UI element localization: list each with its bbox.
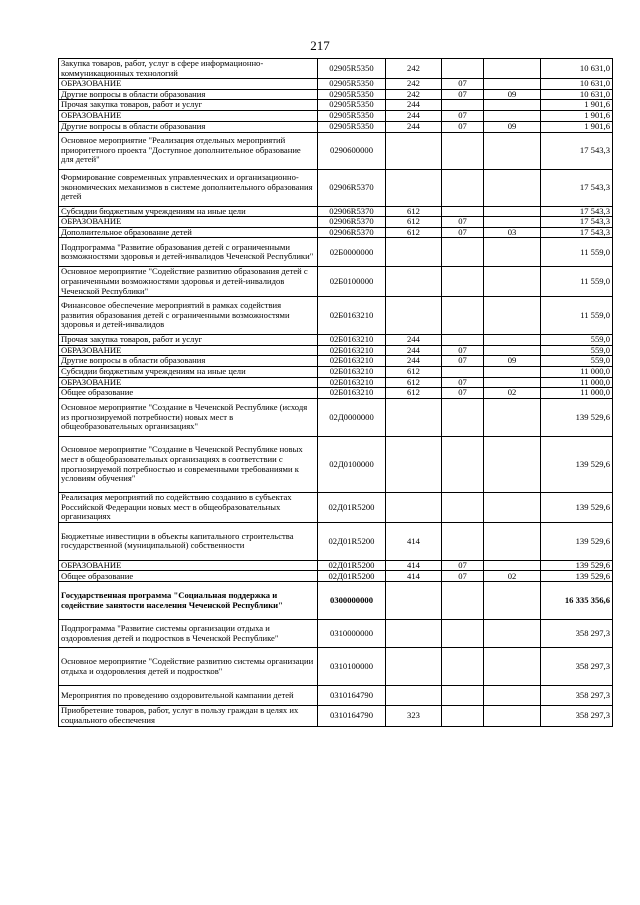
- table-row: [59, 366, 613, 377]
- row-code-cell: 02Д01R5200: [318, 560, 386, 571]
- table-row: [59, 335, 613, 346]
- row-name-cell: Приобретение товаров, работ, услуг в пользу граждан в целях их социального обеспечения: [59, 706, 318, 726]
- row-amount-cell: 11 559,0: [541, 238, 613, 267]
- row-code-cell: 02905R5350: [318, 110, 386, 121]
- row-amount-cell: 358 297,3: [541, 648, 613, 686]
- row-section-cell: 07: [442, 110, 484, 121]
- row-code-cell: 0300000000: [318, 582, 386, 620]
- row-code-cell: 0310000000: [318, 620, 386, 648]
- table-row: [59, 706, 613, 726]
- row-subsection-cell: [484, 686, 541, 706]
- row-subsection-cell: [484, 132, 541, 169]
- row-amount-cell: 17 543,3: [541, 227, 613, 238]
- row-section-cell: [442, 238, 484, 267]
- row-expense-type-cell: 244: [386, 356, 442, 367]
- row-name-cell: Государственная программа "Социальная поддержка и содействие занятости населения Чеченской Республики": [59, 582, 318, 620]
- row-section-cell: 07: [442, 121, 484, 132]
- row-amount-cell: 11 000,0: [541, 388, 613, 399]
- table-row: [59, 560, 613, 571]
- table-row: [59, 356, 613, 367]
- row-amount-cell: 358 297,3: [541, 686, 613, 706]
- row-code-cell: 02Д01R5200: [318, 522, 386, 560]
- row-subsection-cell: 03: [484, 227, 541, 238]
- row-section-cell: [442, 335, 484, 346]
- page-number: 217: [310, 38, 330, 53]
- row-expense-type-cell: [386, 169, 442, 206]
- row-subsection-cell: [484, 582, 541, 620]
- table-row: [59, 686, 613, 706]
- row-expense-type-cell: [386, 648, 442, 686]
- row-name-cell: ОБРАЗОВАНИЕ: [59, 217, 318, 228]
- row-subsection-cell: [484, 59, 541, 79]
- row-section-cell: 07: [442, 377, 484, 388]
- table-row: [59, 132, 613, 169]
- row-subsection-cell: [484, 238, 541, 267]
- row-name-cell: ОБРАЗОВАНИЕ: [59, 79, 318, 90]
- table-row: [59, 582, 613, 620]
- row-code-cell: 02905R5350: [318, 79, 386, 90]
- row-subsection-cell: [484, 335, 541, 346]
- row-expense-type-cell: 612: [386, 366, 442, 377]
- row-name-cell: Подпрограмма "Развитие образования детей с ограниченными возможностями здоровья и детей-инвалидов Чеченской Республики": [59, 238, 318, 267]
- row-expense-type-cell: 323: [386, 706, 442, 726]
- row-section-cell: [442, 100, 484, 111]
- row-code-cell: 02Б0163210: [318, 356, 386, 367]
- row-expense-type-cell: 612: [386, 388, 442, 399]
- row-section-cell: [442, 132, 484, 169]
- table-row: [59, 217, 613, 228]
- row-amount-cell: 559,0: [541, 345, 613, 356]
- row-name-cell: Дополнительное образование детей: [59, 227, 318, 238]
- row-expense-type-cell: 244: [386, 100, 442, 111]
- row-amount-cell: 17 543,3: [541, 217, 613, 228]
- row-name-cell: Основное мероприятие "Создание в Чеченской Республике новых мест в общеобразовательных организациях в соответствии с прогнозируемой потребностью и современными требованиями к условиям обучения": [59, 437, 318, 493]
- budget-table-body: [59, 59, 613, 727]
- row-expense-type-cell: 242: [386, 89, 442, 100]
- row-amount-cell: 139 529,6: [541, 560, 613, 571]
- row-code-cell: 02Д01R5200: [318, 571, 386, 582]
- row-amount-cell: 17 543,3: [541, 132, 613, 169]
- row-section-cell: 07: [442, 388, 484, 399]
- row-section-cell: 07: [442, 217, 484, 228]
- row-subsection-cell: 02: [484, 388, 541, 399]
- row-expense-type-cell: [386, 620, 442, 648]
- row-subsection-cell: [484, 217, 541, 228]
- row-code-cell: 0310164790: [318, 686, 386, 706]
- budget-table: [58, 58, 613, 727]
- row-section-cell: [442, 297, 484, 335]
- row-name-cell: ОБРАЗОВАНИЕ: [59, 560, 318, 571]
- row-code-cell: 02Б0163210: [318, 345, 386, 356]
- table-row: [59, 377, 613, 388]
- row-subsection-cell: [484, 522, 541, 560]
- row-section-cell: 07: [442, 356, 484, 367]
- row-section-cell: [442, 648, 484, 686]
- row-amount-cell: 559,0: [541, 356, 613, 367]
- row-code-cell: 0310164790: [318, 706, 386, 726]
- row-code-cell: 02905R5350: [318, 59, 386, 79]
- row-expense-type-cell: [386, 238, 442, 267]
- row-name-cell: Субсидии бюджетным учреждениям на иные цели: [59, 206, 318, 217]
- row-name-cell: Основное мероприятие "Содействие развитию системы организации отдыха и оздоровления детей и подростков": [59, 648, 318, 686]
- table-row: [59, 59, 613, 79]
- row-section-cell: [442, 706, 484, 726]
- row-code-cell: 02906R5370: [318, 169, 386, 206]
- row-name-cell: Закупка товаров, работ, услуг в сфере информационно-коммуникационных технологий: [59, 59, 318, 79]
- row-subsection-cell: [484, 706, 541, 726]
- row-subsection-cell: [484, 377, 541, 388]
- row-section-cell: [442, 206, 484, 217]
- row-amount-cell: 11 559,0: [541, 267, 613, 297]
- row-section-cell: 07: [442, 345, 484, 356]
- row-name-cell: ОБРАЗОВАНИЕ: [59, 377, 318, 388]
- row-name-cell: Другие вопросы в области образования: [59, 89, 318, 100]
- row-code-cell: 02Б0163210: [318, 297, 386, 335]
- row-name-cell: Реализация мероприятий по содействию созданию в субъектах Российской Федерации новых мест в общеобразовательных организациях: [59, 493, 318, 523]
- row-name-cell: Основное мероприятие "Реализация отдельных мероприятий приоритетного проекта "Доступное дополнительное образование для детей": [59, 132, 318, 169]
- table-row: [59, 169, 613, 206]
- row-amount-cell: 11 000,0: [541, 366, 613, 377]
- row-subsection-cell: [484, 620, 541, 648]
- row-expense-type-cell: [386, 686, 442, 706]
- row-section-cell: [442, 582, 484, 620]
- row-name-cell: Прочая закупка товаров, работ и услуг: [59, 100, 318, 111]
- row-name-cell: Основное мероприятие "Создание в Чеченской Республике (исходя из прогнозируемой потребности) новых мест в общеобразовательных организациях": [59, 399, 318, 437]
- row-subsection-cell: [484, 399, 541, 437]
- row-expense-type-cell: 242: [386, 79, 442, 90]
- row-code-cell: 02906R5370: [318, 217, 386, 228]
- row-expense-type-cell: 414: [386, 560, 442, 571]
- row-subsection-cell: 09: [484, 89, 541, 100]
- row-amount-cell: 11 559,0: [541, 297, 613, 335]
- row-amount-cell: 1 901,6: [541, 110, 613, 121]
- row-amount-cell: 10 631,0: [541, 89, 613, 100]
- row-amount-cell: 1 901,6: [541, 121, 613, 132]
- row-subsection-cell: [484, 79, 541, 90]
- row-section-cell: 07: [442, 560, 484, 571]
- row-name-cell: Финансовое обеспечение мероприятий в рамках содействия развития образования детей с ограниченными возможностями здоровья и детей-инвалидов: [59, 297, 318, 335]
- row-code-cell: 02Д0100000: [318, 437, 386, 493]
- row-amount-cell: 139 529,6: [541, 522, 613, 560]
- row-code-cell: 02906R5370: [318, 206, 386, 217]
- row-subsection-cell: [484, 560, 541, 571]
- row-code-cell: 02Б0163210: [318, 377, 386, 388]
- row-amount-cell: 139 529,6: [541, 571, 613, 582]
- row-name-cell: Основное мероприятие "Содействие развитию образования детей с ограниченными возможностями здоровья и детей-инвалидов Чеченской Республики": [59, 267, 318, 297]
- row-subsection-cell: 02: [484, 571, 541, 582]
- row-subsection-cell: [484, 437, 541, 493]
- row-amount-cell: 358 297,3: [541, 706, 613, 726]
- row-expense-type-cell: 244: [386, 335, 442, 346]
- table-row: [59, 522, 613, 560]
- row-name-cell: ОБРАЗОВАНИЕ: [59, 110, 318, 121]
- row-code-cell: 02Б0163210: [318, 335, 386, 346]
- row-amount-cell: 17 543,3: [541, 206, 613, 217]
- row-subsection-cell: [484, 100, 541, 111]
- row-code-cell: 02Б0100000: [318, 267, 386, 297]
- row-name-cell: Общее образование: [59, 571, 318, 582]
- row-expense-type-cell: 612: [386, 227, 442, 238]
- row-section-cell: 07: [442, 89, 484, 100]
- row-subsection-cell: [484, 206, 541, 217]
- row-amount-cell: 10 631,0: [541, 79, 613, 90]
- row-section-cell: [442, 169, 484, 206]
- row-expense-type-cell: [386, 132, 442, 169]
- table-row: [59, 110, 613, 121]
- row-section-cell: [442, 493, 484, 523]
- row-section-cell: [442, 620, 484, 648]
- row-name-cell: Субсидии бюджетным учреждениям на иные цели: [59, 366, 318, 377]
- table-row: [59, 437, 613, 493]
- row-amount-cell: 139 529,6: [541, 437, 613, 493]
- table-row: [59, 620, 613, 648]
- row-name-cell: Подпрограмма "Развитие системы организации отдыха и оздоровления детей и подростков в Чеченской Республике": [59, 620, 318, 648]
- row-expense-type-cell: 612: [386, 217, 442, 228]
- row-code-cell: 02Б0163210: [318, 366, 386, 377]
- row-expense-type-cell: 414: [386, 522, 442, 560]
- row-code-cell: 0310100000: [318, 648, 386, 686]
- table-row: [59, 89, 613, 100]
- row-name-cell: Прочая закупка товаров, работ и услуг: [59, 335, 318, 346]
- table-row: [59, 206, 613, 217]
- row-code-cell: 02Б0000000: [318, 238, 386, 267]
- row-code-cell: 02Д0000000: [318, 399, 386, 437]
- row-amount-cell: 139 529,6: [541, 493, 613, 523]
- table-row: [59, 267, 613, 297]
- row-section-cell: [442, 437, 484, 493]
- row-section-cell: 07: [442, 227, 484, 238]
- table-row: [59, 345, 613, 356]
- table-row: [59, 493, 613, 523]
- row-expense-type-cell: 244: [386, 121, 442, 132]
- row-name-cell: ОБРАЗОВАНИЕ: [59, 345, 318, 356]
- row-code-cell: 02Б0163210: [318, 388, 386, 399]
- row-section-cell: 07: [442, 79, 484, 90]
- row-expense-type-cell: [386, 267, 442, 297]
- row-expense-type-cell: 612: [386, 377, 442, 388]
- row-code-cell: 02905R5350: [318, 100, 386, 111]
- row-name-cell: Общее образование: [59, 388, 318, 399]
- row-subsection-cell: [484, 110, 541, 121]
- row-section-cell: 07: [442, 571, 484, 582]
- row-name-cell: Мероприятия по проведению оздоровительной кампании детей: [59, 686, 318, 706]
- table-row: [59, 121, 613, 132]
- table-row: [59, 399, 613, 437]
- table-row: [59, 297, 613, 335]
- row-amount-cell: 10 631,0: [541, 59, 613, 79]
- row-code-cell: 02Д01R5200: [318, 493, 386, 523]
- row-section-cell: [442, 399, 484, 437]
- row-section-cell: [442, 267, 484, 297]
- table-row: [59, 100, 613, 111]
- row-subsection-cell: [484, 297, 541, 335]
- table-row: [59, 388, 613, 399]
- row-amount-cell: 139 529,6: [541, 399, 613, 437]
- row-subsection-cell: [484, 366, 541, 377]
- row-expense-type-cell: 244: [386, 345, 442, 356]
- row-expense-type-cell: [386, 399, 442, 437]
- row-amount-cell: 16 335 356,6: [541, 582, 613, 620]
- row-expense-type-cell: 612: [386, 206, 442, 217]
- row-expense-type-cell: [386, 582, 442, 620]
- row-subsection-cell: 09: [484, 121, 541, 132]
- row-expense-type-cell: 242: [386, 59, 442, 79]
- row-amount-cell: 17 543,3: [541, 169, 613, 206]
- row-expense-type-cell: [386, 493, 442, 523]
- row-section-cell: [442, 366, 484, 377]
- row-code-cell: 02906R5370: [318, 227, 386, 238]
- row-amount-cell: 358 297,3: [541, 620, 613, 648]
- table-row: [59, 238, 613, 267]
- row-name-cell: Бюджетные инвестиции в объекты капитального строительства государственной (муниципальной) собственности: [59, 522, 318, 560]
- row-expense-type-cell: 244: [386, 110, 442, 121]
- row-section-cell: [442, 686, 484, 706]
- row-name-cell: Другие вопросы в области образования: [59, 121, 318, 132]
- row-amount-cell: 559,0: [541, 335, 613, 346]
- row-expense-type-cell: [386, 437, 442, 493]
- row-code-cell: 02905R5350: [318, 89, 386, 100]
- table-row: [59, 648, 613, 686]
- table-row: [59, 227, 613, 238]
- row-subsection-cell: [484, 493, 541, 523]
- row-expense-type-cell: [386, 297, 442, 335]
- table-row: [59, 79, 613, 90]
- table-row: [59, 571, 613, 582]
- row-name-cell: Другие вопросы в области образования: [59, 356, 318, 367]
- row-section-cell: [442, 59, 484, 79]
- row-code-cell: 0290600000: [318, 132, 386, 169]
- row-amount-cell: 1 901,6: [541, 100, 613, 111]
- row-subsection-cell: 09: [484, 356, 541, 367]
- row-amount-cell: 11 000,0: [541, 377, 613, 388]
- row-code-cell: 02905R5350: [318, 121, 386, 132]
- row-expense-type-cell: 414: [386, 571, 442, 582]
- row-subsection-cell: [484, 169, 541, 206]
- row-subsection-cell: [484, 345, 541, 356]
- row-subsection-cell: [484, 648, 541, 686]
- row-section-cell: [442, 522, 484, 560]
- row-name-cell: Формирование современных управленческих и организационно-экономических механизмов в системе дополнительного образования детей: [59, 169, 318, 206]
- row-subsection-cell: [484, 267, 541, 297]
